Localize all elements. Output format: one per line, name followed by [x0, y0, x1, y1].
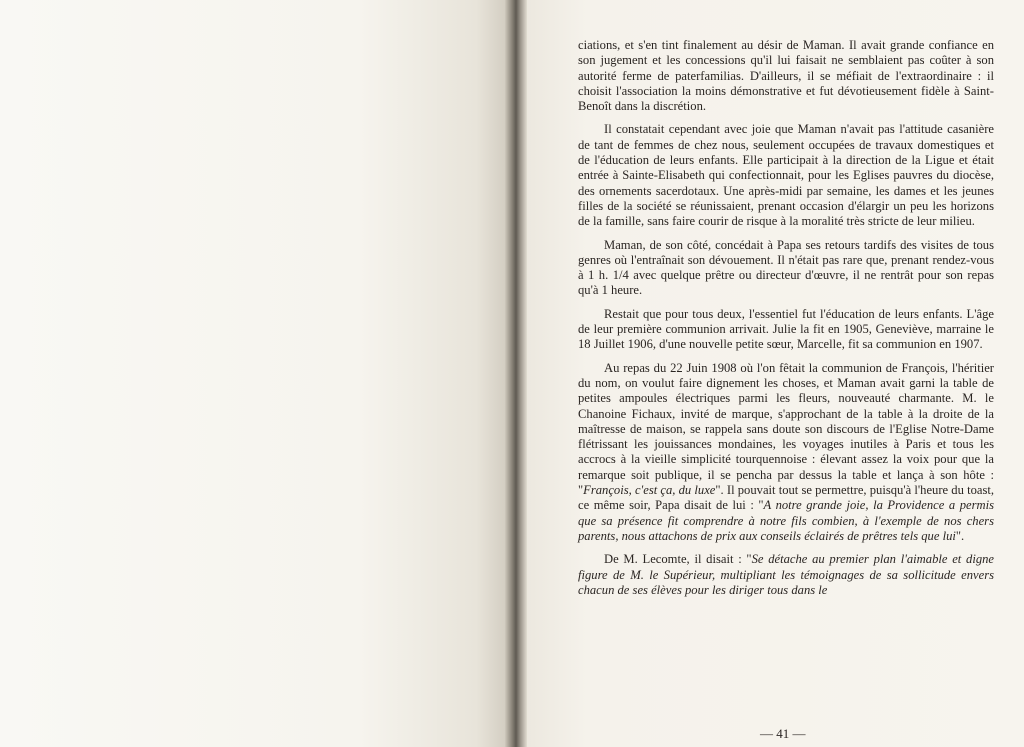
- text-run: Il constatait cependant avec joie que Maman n'avait pas l'attitude casanière de tant de femmes de chez nous, seulement occupées de travaux domestiques et de l'éducation de leurs enfants. Elle participait à la direction de la Ligue et était entrée à Sainte-Elisabeth qui confectionnait, pour les Eglises pauvres du diocèse, des ornements sacerdotaux. Une après-midi par semaine, les dames et les jeunes filles de la société se réunissaient, prenant occasion d'élargir un peu les horizons de la famille, sans faire courir de risque à la moralité très stricte de leur milieu.: [578, 122, 994, 229]
- body-text: [578, 38, 994, 606]
- paragraph: [578, 38, 994, 114]
- text-run: ". Il pouvait tout se permettre, puisqu'à l'heure du toast, ce même soir, Papa disait de lui : ": [578, 483, 995, 513]
- book-gutter: [505, 0, 527, 747]
- text-run: De M. Lecomte, il disait : ": [604, 552, 752, 567]
- text-run: ciations, et s'en tint finalement au désir de Maman. Il avait grande confiance en son jugement et les concessions qu'il lui faisait ne semblaient pas coûter à son autorité ferme de paterfamilias. D'ailleurs, il se méfiait de l'extraordinaire : il choisit l'association la moins démonstrative et fut dévotieusement fidèle à Saint-Benoît dans la discrétion.: [578, 38, 994, 114]
- paragraph: [578, 122, 994, 229]
- paragraph: [578, 238, 994, 299]
- text-run: Maman, de son côté, concédait à Papa ses retours tardifs des visites de tous genres où l'entraînait son dévouement. Il n'était pas rare que, prenant rendez-vous à 1 h. 1/4 avec quelque prêtre ou directeur d'œuvre, il ne rentrât pour son repas qu'à 1 heure.: [578, 237, 994, 298]
- text-run: Restait que pour tous deux, l'essentiel fut l'éducation de leurs enfants. L'âge de leur première communion arrivait. Julie la fit en 1905, Geneviève, marraine le 18 Juillet 1906, d'une nouvelle petite sœur, Marcelle, fit sa communion en 1907.: [578, 306, 994, 352]
- italic-quote: A notre grande joie, la Providence a permis que sa présence fit comprendre à notre fils combien, à l'exemple de nos chers parents, nous attachons de prix aux conseils éclairés de prêtres tels que lui: [578, 498, 994, 543]
- paragraph: [578, 307, 994, 353]
- paragraph: [578, 361, 994, 545]
- text-run: Au repas du 22 Juin 1908 où l'on fêtait la communion de François, l'héritier du nom, on voulut faire dignement les choses, et Maman avait garni la table de petites ampoules électriques parmi les fleurs, nouveauté charmante. M. le Chanoine Fichaux, invité de marque, s'approchant de la table à la droite de la maîtresse de maison, se rappela sans doute son discours de l'Eglise Notre-Dame flétrissant les jouissances mondaines, les voyages inutiles à Paris et tous les accrocs à la vieille simplicité tourquennoise : élevant assez la voix pour que la remarque soit publique, il se pencha par dessus la table et lança à son hôte : ": [578, 360, 994, 498]
- italic-quote: Se détache au premier plan l'aimable et digne figure de M. le Supérieur, multipliant les témoignages de sa sollicitude envers chacun de ses élèves pour les diriger tous dans le: [578, 552, 994, 597]
- page-number: — 41 —: [760, 726, 806, 741]
- text-run: ".: [955, 528, 965, 543]
- italic-quote: François, c'est ça, du luxe: [583, 483, 716, 498]
- paragraph: [578, 552, 994, 598]
